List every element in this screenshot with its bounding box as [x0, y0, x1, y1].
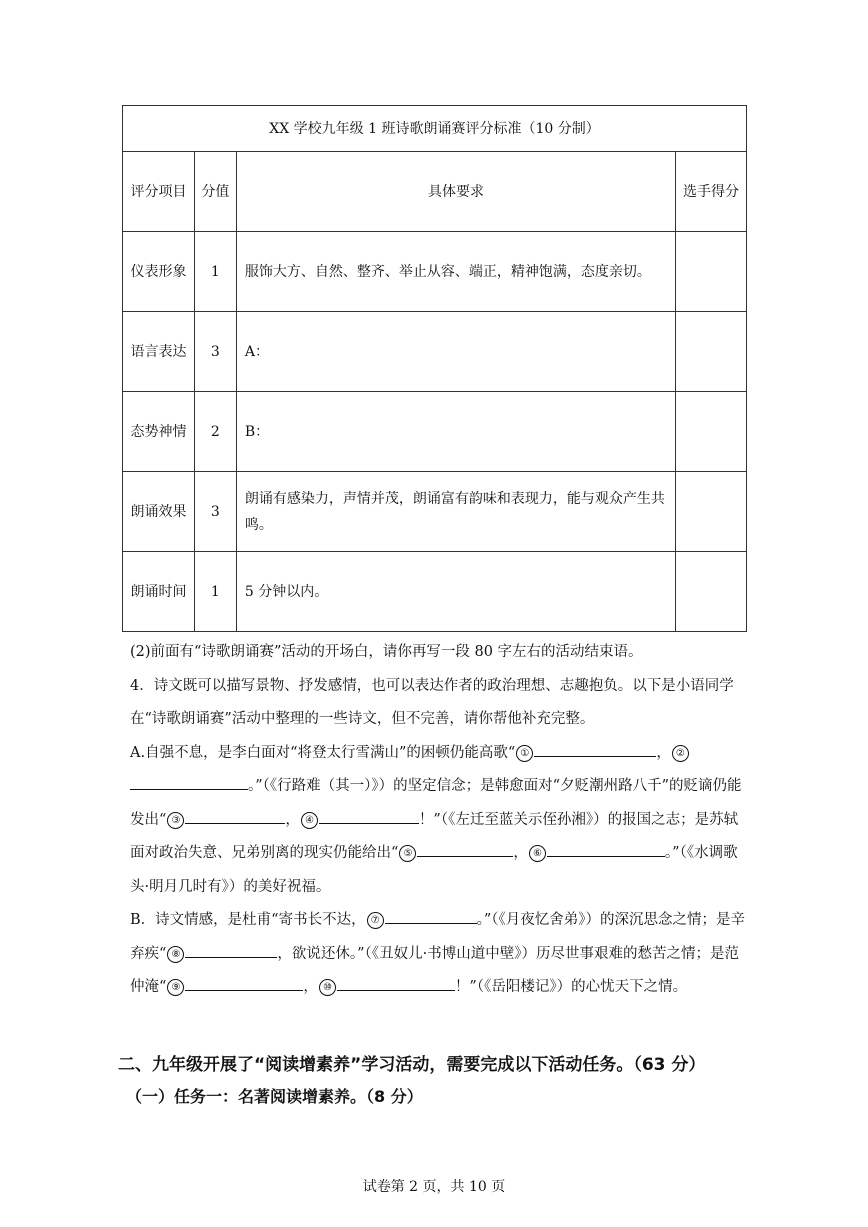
answer-blank[interactable] — [337, 972, 455, 991]
answer-blank[interactable] — [185, 805, 285, 824]
header-item: 评分项目 — [123, 152, 195, 232]
row-score — [676, 232, 747, 312]
blank-number: ⑥ — [529, 845, 546, 862]
row-item: 朗诵时间 — [123, 552, 195, 632]
question-4-intro: 4．诗文既可以描写景物、抒发感情，也可以表达作者的政治理想、志趣抱负。以下是小语同学在“诗歌朗诵赛”活动中整理的一些诗文，但不完善，请你帮他补充完整。 — [130, 677, 734, 727]
table-row — [123, 472, 747, 552]
row-item: 仪表形象 — [123, 232, 195, 312]
row-requirement: 5 分钟以内。 — [236, 552, 675, 632]
row-score — [676, 552, 747, 632]
header-score: 选手得分 — [676, 152, 747, 232]
table-row — [123, 552, 747, 632]
table-row — [123, 232, 747, 312]
answer-blank[interactable] — [417, 838, 513, 857]
row-value: 3 — [194, 312, 236, 392]
blank-number: ① — [516, 745, 533, 762]
answer-blank[interactable] — [185, 939, 277, 958]
row-item: 语言表达 — [123, 312, 195, 392]
answer-blank[interactable] — [385, 905, 477, 924]
answer-blank[interactable] — [319, 805, 419, 824]
section-2-heading: 二、九年级开展了“阅读增素养”学习活动，需要完成以下活动任务。（63 分） — [118, 1055, 706, 1075]
scoring-table — [122, 105, 747, 632]
question-4-part-b: B．诗文情感，是杜甫“寄书长不达， ⑦ 。”（《月夜忆舍弟》）的深沉思念之情；是辛弃疾“ ⑧ ，欲说还休。”（《丑奴儿·书博山道中壁》）历尽世事艰难的愁苦之情；是范仲淹“ ⑨ ， ⑩ ！”（《岳阳楼记》）的心忧天下之情。 — [130, 904, 750, 1005]
blank-number: ⑩ — [319, 979, 336, 996]
table-title: XX 学校九年级 1 班诗歌朗诵赛评分标准（10 分制） — [123, 106, 747, 152]
row-item: 态势神情 — [123, 392, 195, 472]
blank-number: ② — [672, 745, 689, 762]
row-value: 1 — [194, 232, 236, 312]
blank-number: ⑧ — [167, 946, 184, 963]
row-item: 朗诵效果 — [123, 472, 195, 552]
questions-block — [130, 636, 750, 1005]
blank-number: ③ — [167, 812, 184, 829]
answer-blank[interactable] — [547, 838, 665, 857]
row-score — [676, 472, 747, 552]
table-row — [123, 312, 747, 392]
answer-blank[interactable] — [130, 771, 248, 790]
answer-blank[interactable] — [534, 738, 656, 757]
row-value: 1 — [194, 552, 236, 632]
row-score — [676, 312, 747, 392]
question-4-part-a: A.自强不息，是李白面对“将登太行雪满山”的困顿仍能高歌“ ① ， ②。”（《行路难（其一）》）的坚定信念；是韩愈面对“夕贬潮州路八千”的贬谪仍能发出“ ③ ， ④ ！”（《左迁至蓝关示侄孙湘》）的报国之志；是苏轼面对政治失意、兄弟别离的现实仍能给出“ ⑤ ， ⑥ 。”（《水调歌头·明月几时有》）的美好祝福。 — [130, 737, 750, 905]
row-value: 2 — [194, 392, 236, 472]
blank-number: ⑨ — [167, 979, 184, 996]
answer-blank[interactable] — [185, 972, 303, 991]
page-footer: 试卷第 2 页，共 10 页 — [362, 1179, 506, 1195]
task-1-heading: （一）任务一：名著阅读增素养。（8 分） — [126, 1087, 423, 1106]
question-2: (2)前面有“诗歌朗诵赛”活动的开场白，请你再写一段 80 字左右的活动结束语。 — [130, 644, 643, 660]
blank-number: ⑤ — [399, 845, 416, 862]
row-requirement: A： — [236, 312, 675, 392]
row-requirement: 朗诵有感染力，声情并茂，朗诵富有韵味和表现力，能与观众产生共鸣。 — [236, 472, 675, 552]
blank-number: ④ — [301, 812, 318, 829]
row-score — [676, 392, 747, 472]
header-requirement: 具体要求 — [236, 152, 675, 232]
blank-number: ⑦ — [367, 912, 384, 929]
row-value: 3 — [194, 472, 236, 552]
row-requirement: B： — [236, 392, 675, 472]
table-row — [123, 392, 747, 472]
row-requirement: 服饰大方、自然、整齐、举止从容、端正，精神饱满，态度亲切。 — [236, 232, 675, 312]
header-value: 分值 — [194, 152, 236, 232]
